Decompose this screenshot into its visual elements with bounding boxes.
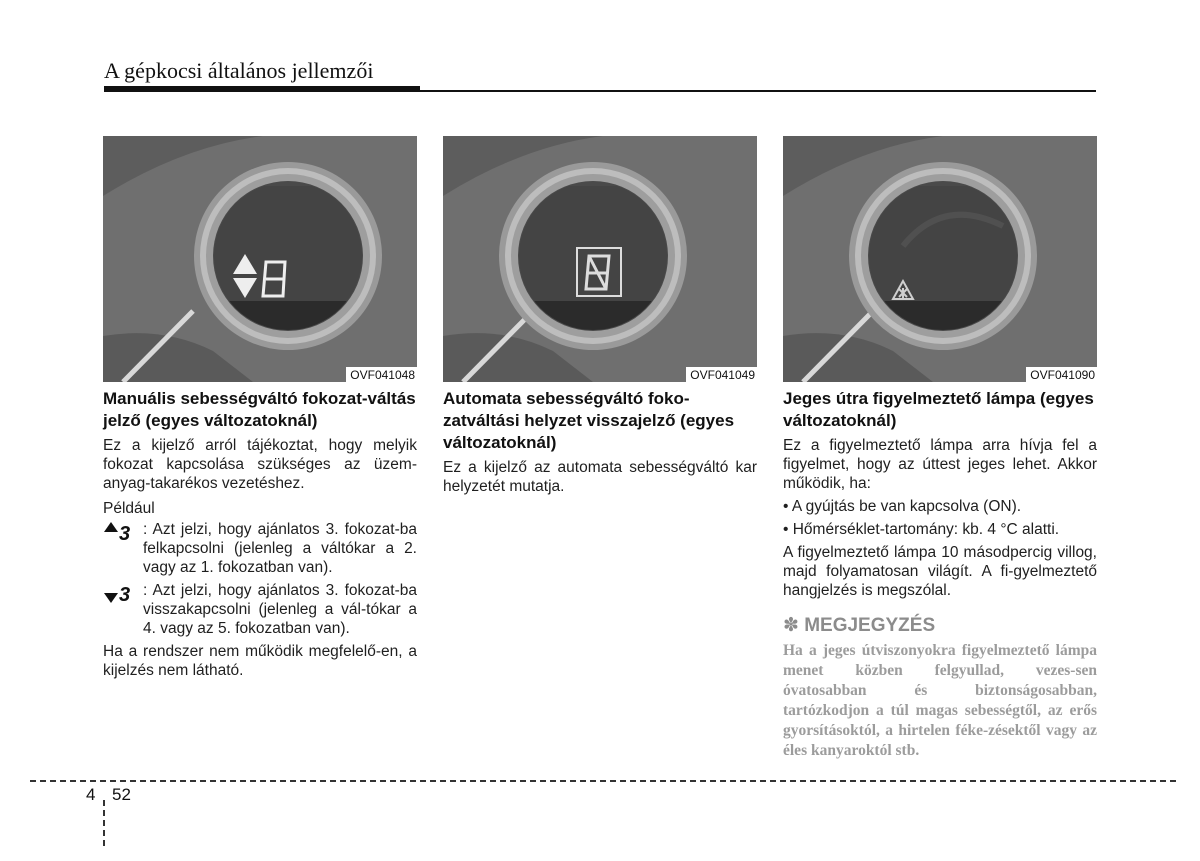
paragraph: A figyelmeztető lámpa 10 másodpercig villog, majd folyamatosan világít. A fi-gyelmeztető hangjelzés is megszólal. — [783, 544, 1097, 599]
example-text: : Azt jelzi, hogy ajánlatos 3. fokozat-ba felkapcsolni (jelenleg a váltókar a 2. vagy az 1. fokozatban van). — [143, 521, 417, 576]
section-heading: Manuális sebességváltó fokozat-váltás jelző (egyes változatoknál) — [103, 389, 416, 430]
section-body — [783, 436, 1097, 600]
chapter-title: A gépkocsi általános jellemzői — [104, 58, 374, 83]
column-automatic-shift-indicator — [443, 136, 757, 502]
manual-shift-gauge-illustration — [103, 136, 417, 382]
paragraph: Ha a rendszer nem működik megfelelő-en, a kijelzés nem látható. — [103, 643, 417, 679]
bullet-item: • A gyújtás be van kapcsolva (ON). — [783, 498, 1022, 515]
column-icy-road-warning — [783, 136, 1097, 761]
svg-text:3: 3 — [119, 584, 131, 605]
example-upshift — [103, 520, 417, 577]
footer-dashed-divider — [103, 800, 105, 846]
note-text: Ha a jeges útviszonyokra figyelmeztető lámpa menet közben felgyullad, vezes-sen óvatosabban és biztonságosabban, tartózkodjon a túl magas sebességtől, az erős gyorsításoktól, a hirtelen féke-zésektől vagy az éles kanyaroktól stb. — [783, 642, 1097, 759]
figure-code: OVF041049 — [686, 367, 757, 382]
section-heading: Automata sebességváltó foko-zatváltási helyzet visszajelző (egyes változatoknál) — [443, 389, 735, 452]
paragraph: Ez a figyelmeztető lámpa arra hívja fel a figyelmet, hogy az úttest jeges lehet. Akkor működik, ha: — [783, 437, 1097, 492]
up-arrow-3-icon — [103, 520, 143, 542]
example-downshift — [103, 581, 417, 638]
page-number: 52 — [112, 785, 131, 804]
footer-dashed-rule — [30, 780, 1176, 782]
figure-icy-road — [783, 136, 1097, 382]
section-body — [443, 458, 757, 496]
automatic-shift-gauge-illustration — [443, 136, 757, 382]
section-heading: Jeges útra figyelmeztető lámpa (egyes változatoknál) — [783, 389, 1094, 430]
chapter-number: 4 — [86, 785, 96, 804]
header-rule-thick — [104, 86, 420, 92]
bullet-item: • Hőmérséklet-tartomány: kb. 4 °C alatti. — [783, 521, 1060, 538]
paragraph: Ez a kijelző arról tájékoztat, hogy melyik fokozat kapcsolása szükséges az üzem-anyag-takarékos vezetéshez. — [103, 437, 417, 492]
svg-text:3: 3 — [119, 523, 131, 544]
note-title: ✽ MEGJEGYZÉS — [783, 615, 936, 636]
paragraph: Ez a kijelző az automata sebességváltó kar helyzetét mutatja. — [443, 459, 757, 495]
figure-manual-shift — [103, 136, 417, 382]
icy-road-gauge-illustration — [783, 136, 1097, 382]
column-manual-shift-indicator — [103, 136, 417, 686]
figure-code: OVF041048 — [346, 367, 417, 382]
example-text: : Azt jelzi, hogy ajánlatos 3. fokozat-ba visszakapcsolni (jelenleg a vál-tókar a 4. vagy az 5. fokozatban van). — [143, 582, 417, 637]
header-rule-thin — [420, 90, 1096, 92]
figure-code: OVF041090 — [1026, 367, 1097, 382]
paragraph: Például — [103, 500, 155, 517]
figure-automatic-shift — [443, 136, 757, 382]
section-body — [103, 436, 417, 680]
down-arrow-3-icon — [103, 581, 143, 603]
